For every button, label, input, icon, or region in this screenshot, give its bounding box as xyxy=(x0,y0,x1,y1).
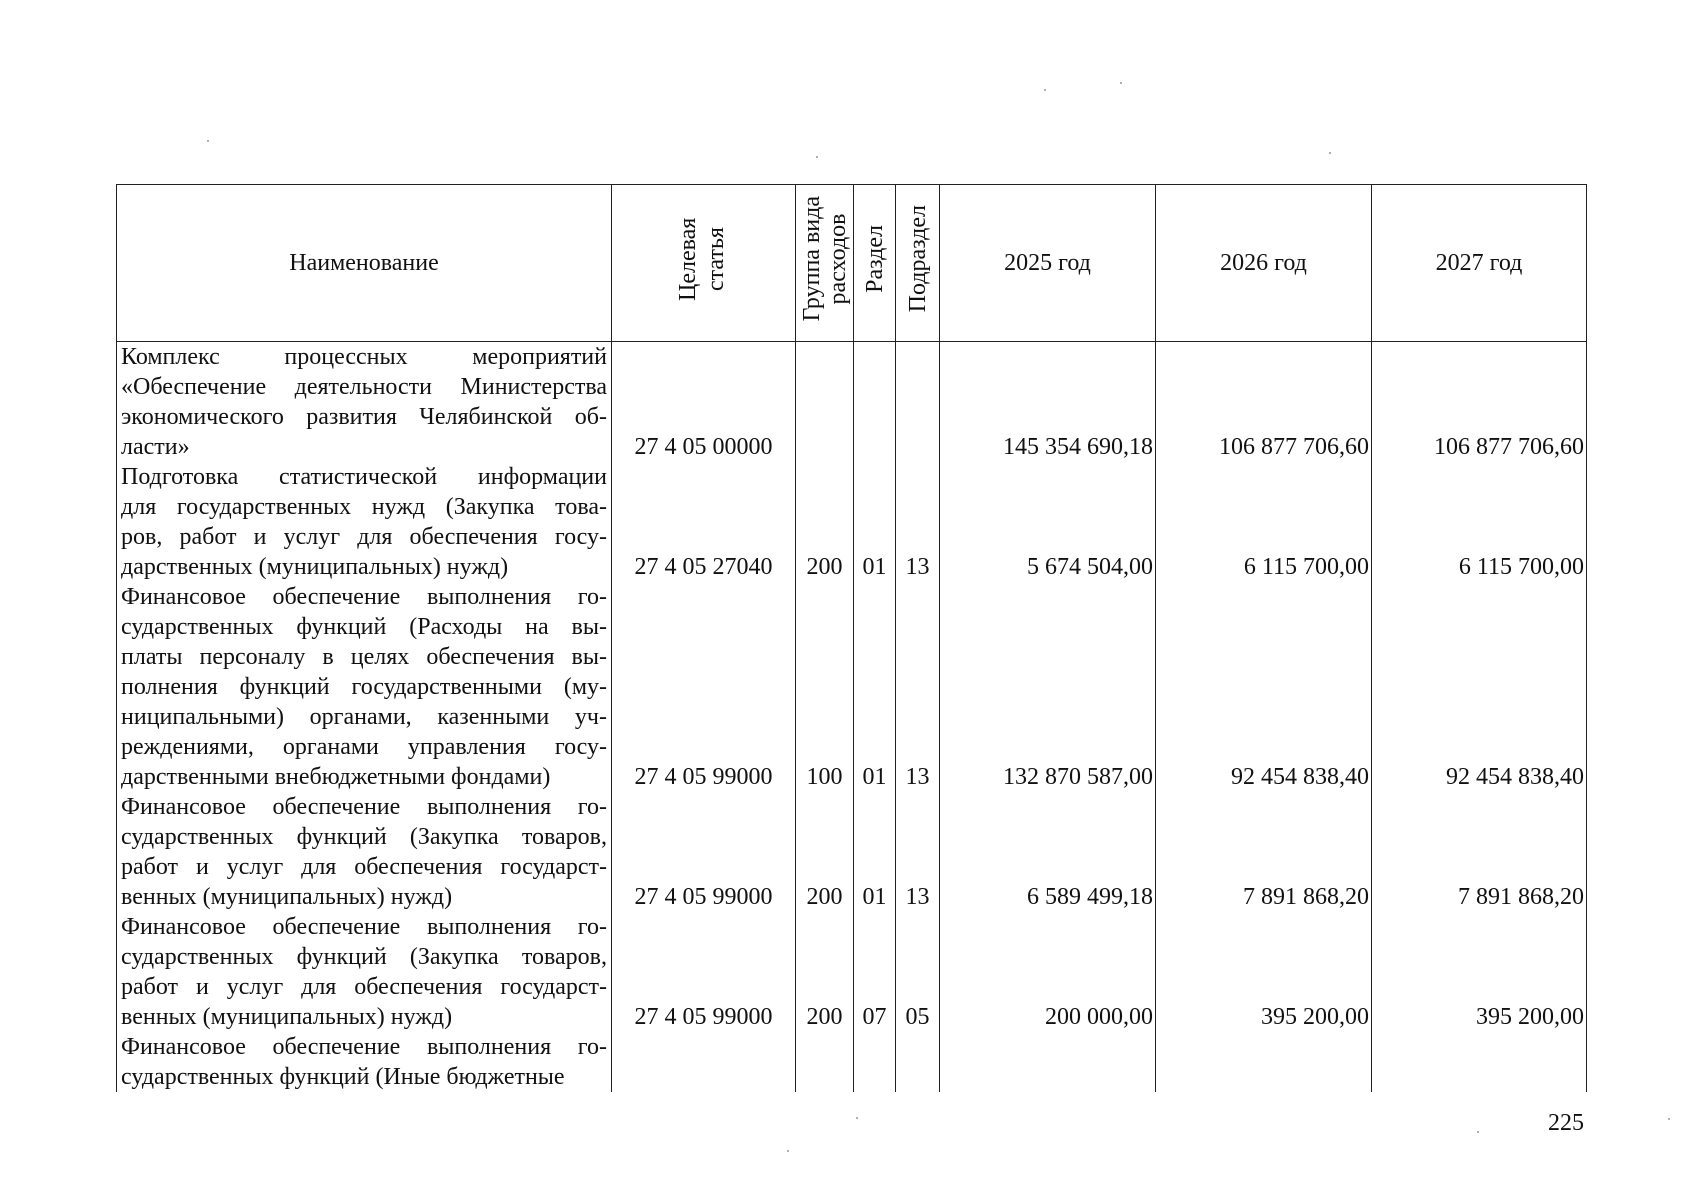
row-group xyxy=(796,1032,854,1092)
row-y2025 xyxy=(940,1032,1156,1092)
scan-speck xyxy=(1668,1118,1670,1120)
row-target xyxy=(612,1032,796,1092)
row-name-line: ров, работ и услуг для обеспечения госу- xyxy=(121,524,607,550)
row-name xyxy=(117,582,612,792)
header-2026: 2026 год xyxy=(1156,185,1372,342)
row-y2027: 6 115 700,00 xyxy=(1372,462,1587,582)
row-section xyxy=(854,342,896,463)
row-group: 200 xyxy=(796,912,854,1032)
row-y2027: 92 454 838,40 xyxy=(1372,582,1587,792)
header-group xyxy=(796,185,854,342)
row-section: 01 xyxy=(854,792,896,912)
budget-table xyxy=(116,184,1587,1092)
row-y2026: 7 891 868,20 xyxy=(1156,792,1372,912)
row-y2025: 145 354 690,18 xyxy=(940,342,1156,463)
scan-speck xyxy=(816,156,818,158)
row-y2027 xyxy=(1372,1032,1587,1092)
table-header-row xyxy=(117,185,1587,342)
row-name-line: работ и услуг для обеспечения государст- xyxy=(121,974,607,1000)
row-section: 01 xyxy=(854,582,896,792)
row-target: 27 4 05 99000 xyxy=(612,582,796,792)
row-group: 100 xyxy=(796,582,854,792)
row-name-line: полнения функций государственными (му- xyxy=(121,674,607,700)
row-name-line: реждениями, органами управления госу- xyxy=(121,734,607,760)
row-target: 27 4 05 99000 xyxy=(612,792,796,912)
row-target: 27 4 05 99000 xyxy=(612,912,796,1032)
row-y2025: 5 674 504,00 xyxy=(940,462,1156,582)
table-row xyxy=(117,342,1587,463)
row-y2026: 6 115 700,00 xyxy=(1156,462,1372,582)
row-name xyxy=(117,912,612,1032)
row-name-line: Подготовка статистической информации xyxy=(121,464,607,490)
header-subsection: Подраздел xyxy=(896,185,940,342)
row-y2026: 92 454 838,40 xyxy=(1156,582,1372,792)
row-name-line: платы персоналу в целях обеспечения вы- xyxy=(121,644,607,670)
row-y2027: 7 891 868,20 xyxy=(1372,792,1587,912)
table-row xyxy=(117,792,1587,912)
row-group: 200 xyxy=(796,792,854,912)
table-row xyxy=(117,582,1587,792)
row-name xyxy=(117,462,612,582)
scan-speck xyxy=(1477,1131,1479,1133)
scan-speck xyxy=(787,1150,789,1152)
scan-speck xyxy=(1329,152,1331,154)
row-name-line: сударственных функций (Иные бюджетные xyxy=(121,1064,565,1090)
header-group-line1: Группа вида xyxy=(798,196,825,322)
row-y2025: 132 870 587,00 xyxy=(940,582,1156,792)
row-name-line: для государственных нужд (Закупка това- xyxy=(121,494,607,520)
header-section: Раздел xyxy=(854,185,896,342)
row-subsection: 13 xyxy=(896,582,940,792)
table-row xyxy=(117,462,1587,582)
row-subsection: 13 xyxy=(896,462,940,582)
row-name-line: Финансовое обеспечение выполнения го- xyxy=(121,914,607,940)
page-number: 225 xyxy=(1548,1110,1584,1136)
row-y2025: 200 000,00 xyxy=(940,912,1156,1032)
row-name-line: работ и услуг для обеспечения государст- xyxy=(121,854,607,880)
row-subsection xyxy=(896,1032,940,1092)
row-name xyxy=(117,1032,612,1092)
row-subsection: 05 xyxy=(896,912,940,1032)
header-target: Целевая статья xyxy=(612,185,796,342)
row-target: 27 4 05 00000 xyxy=(612,342,796,463)
row-name-line: Комплекс процессных мероприятий xyxy=(121,344,607,370)
row-name-line: венных (муниципальных) нужд) xyxy=(121,1004,453,1030)
row-y2026 xyxy=(1156,1032,1372,1092)
row-section: 07 xyxy=(854,912,896,1032)
row-name-line: ласти» xyxy=(121,434,190,460)
header-2025: 2025 год xyxy=(940,185,1156,342)
row-name-line: «Обеспечение деятельности Министерства xyxy=(121,374,607,400)
row-name-line: дарственными внебюджетными фондами) xyxy=(121,764,551,790)
scan-speck xyxy=(207,140,209,142)
row-section: 01 xyxy=(854,462,896,582)
row-name xyxy=(117,792,612,912)
header-name: Наименование xyxy=(117,185,612,342)
row-name-line: венных (муниципальных) нужд) xyxy=(121,884,453,910)
row-name-line: экономического развития Челябинской об- xyxy=(121,404,607,430)
header-group-line2: расходов xyxy=(824,213,851,305)
table-row xyxy=(117,912,1587,1032)
row-y2026: 395 200,00 xyxy=(1156,912,1372,1032)
row-group xyxy=(796,342,854,463)
row-name xyxy=(117,342,612,463)
row-name-line: Финансовое обеспечение выполнения го- xyxy=(121,1034,607,1060)
row-y2025: 6 589 499,18 xyxy=(940,792,1156,912)
header-2027: 2027 год xyxy=(1372,185,1587,342)
row-y2027: 395 200,00 xyxy=(1372,912,1587,1032)
row-name-line: сударственных функций (Закупка товаров, xyxy=(121,824,607,850)
row-target: 27 4 05 27040 xyxy=(612,462,796,582)
scan-speck xyxy=(1044,89,1046,91)
row-name-line: Финансовое обеспечение выполнения го- xyxy=(121,794,607,820)
scan-speck xyxy=(1120,82,1122,84)
row-name-line: сударственных функций (Расходы на вы- xyxy=(121,614,607,640)
row-name-line: сударственных функций (Закупка товаров, xyxy=(121,944,607,970)
row-group: 200 xyxy=(796,462,854,582)
row-name-line: ниципальными) органами, казенными уч- xyxy=(121,704,607,730)
row-subsection xyxy=(896,342,940,463)
row-y2027: 106 877 706,60 xyxy=(1372,342,1587,463)
scan-speck xyxy=(856,1117,858,1119)
table-row xyxy=(117,1032,1587,1092)
row-section xyxy=(854,1032,896,1092)
row-name-line: дарственных (муниципальных) нужд) xyxy=(121,554,509,580)
row-y2026: 106 877 706,60 xyxy=(1156,342,1372,463)
row-name-line: Финансовое обеспечение выполнения го- xyxy=(121,584,607,610)
row-subsection: 13 xyxy=(896,792,940,912)
